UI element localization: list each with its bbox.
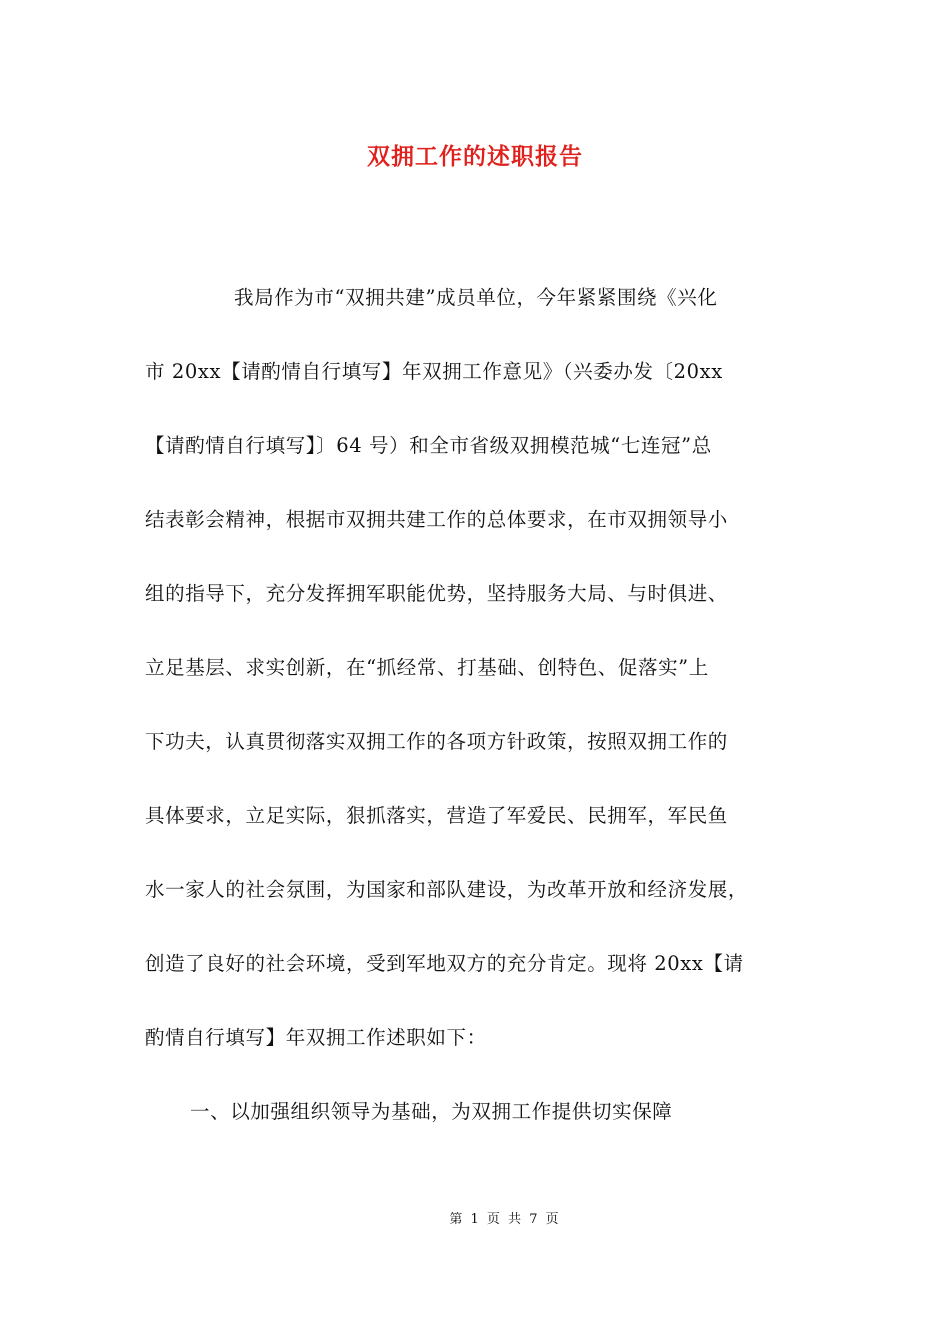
paragraph-line: 【请酌情自行填写】〕64 号）和全市省级双拥模范城“七连冠”总 — [145, 434, 712, 457]
page-number-footer: 第 1 页 共 7 页 — [449, 1212, 561, 1227]
paragraph-line: 组的指导下，充分发挥拥军职能优势，坚持服务大局、与时俱进、 — [145, 582, 728, 605]
section-heading: 一、以加强组织领导为基础，为双拥工作提供切实保障 — [190, 1100, 673, 1123]
paragraph-line: 立足基层、求实创新，在“抓经常、打基础、创特色、促落实”上 — [145, 656, 709, 679]
paragraph-line: 市 20xx【请酌情自行填写】年双拥工作意见》（兴委办发〔20xx — [145, 360, 723, 383]
document-title: 双拥工作的述职报告 — [367, 143, 583, 170]
paragraph-line: 下功夫，认真贯彻落实双拥工作的各项方针政策，按照双拥工作的 — [145, 730, 728, 753]
paragraph-line: 水一家人的社会氛围，为国家和部队建设，为改革开放和经济发展， — [145, 878, 749, 901]
paragraph-line: 创造了良好的社会环境，受到军地双方的充分肯定。现将 20xx【请 — [145, 952, 744, 975]
paragraph-line: 我局作为市“双拥共建”成员单位，今年紧紧围绕《兴化 — [234, 286, 718, 309]
paragraph-line: 结表彰会精神，根据市双拥共建工作的总体要求，在市双拥领导小 — [145, 508, 728, 531]
paragraph-line: 酌情自行填写】年双拥工作述职如下： — [145, 1026, 487, 1049]
paragraph-line: 具体要求，立足实际，狠抓落实，营造了军爱民、民拥军，军民鱼 — [145, 804, 728, 827]
